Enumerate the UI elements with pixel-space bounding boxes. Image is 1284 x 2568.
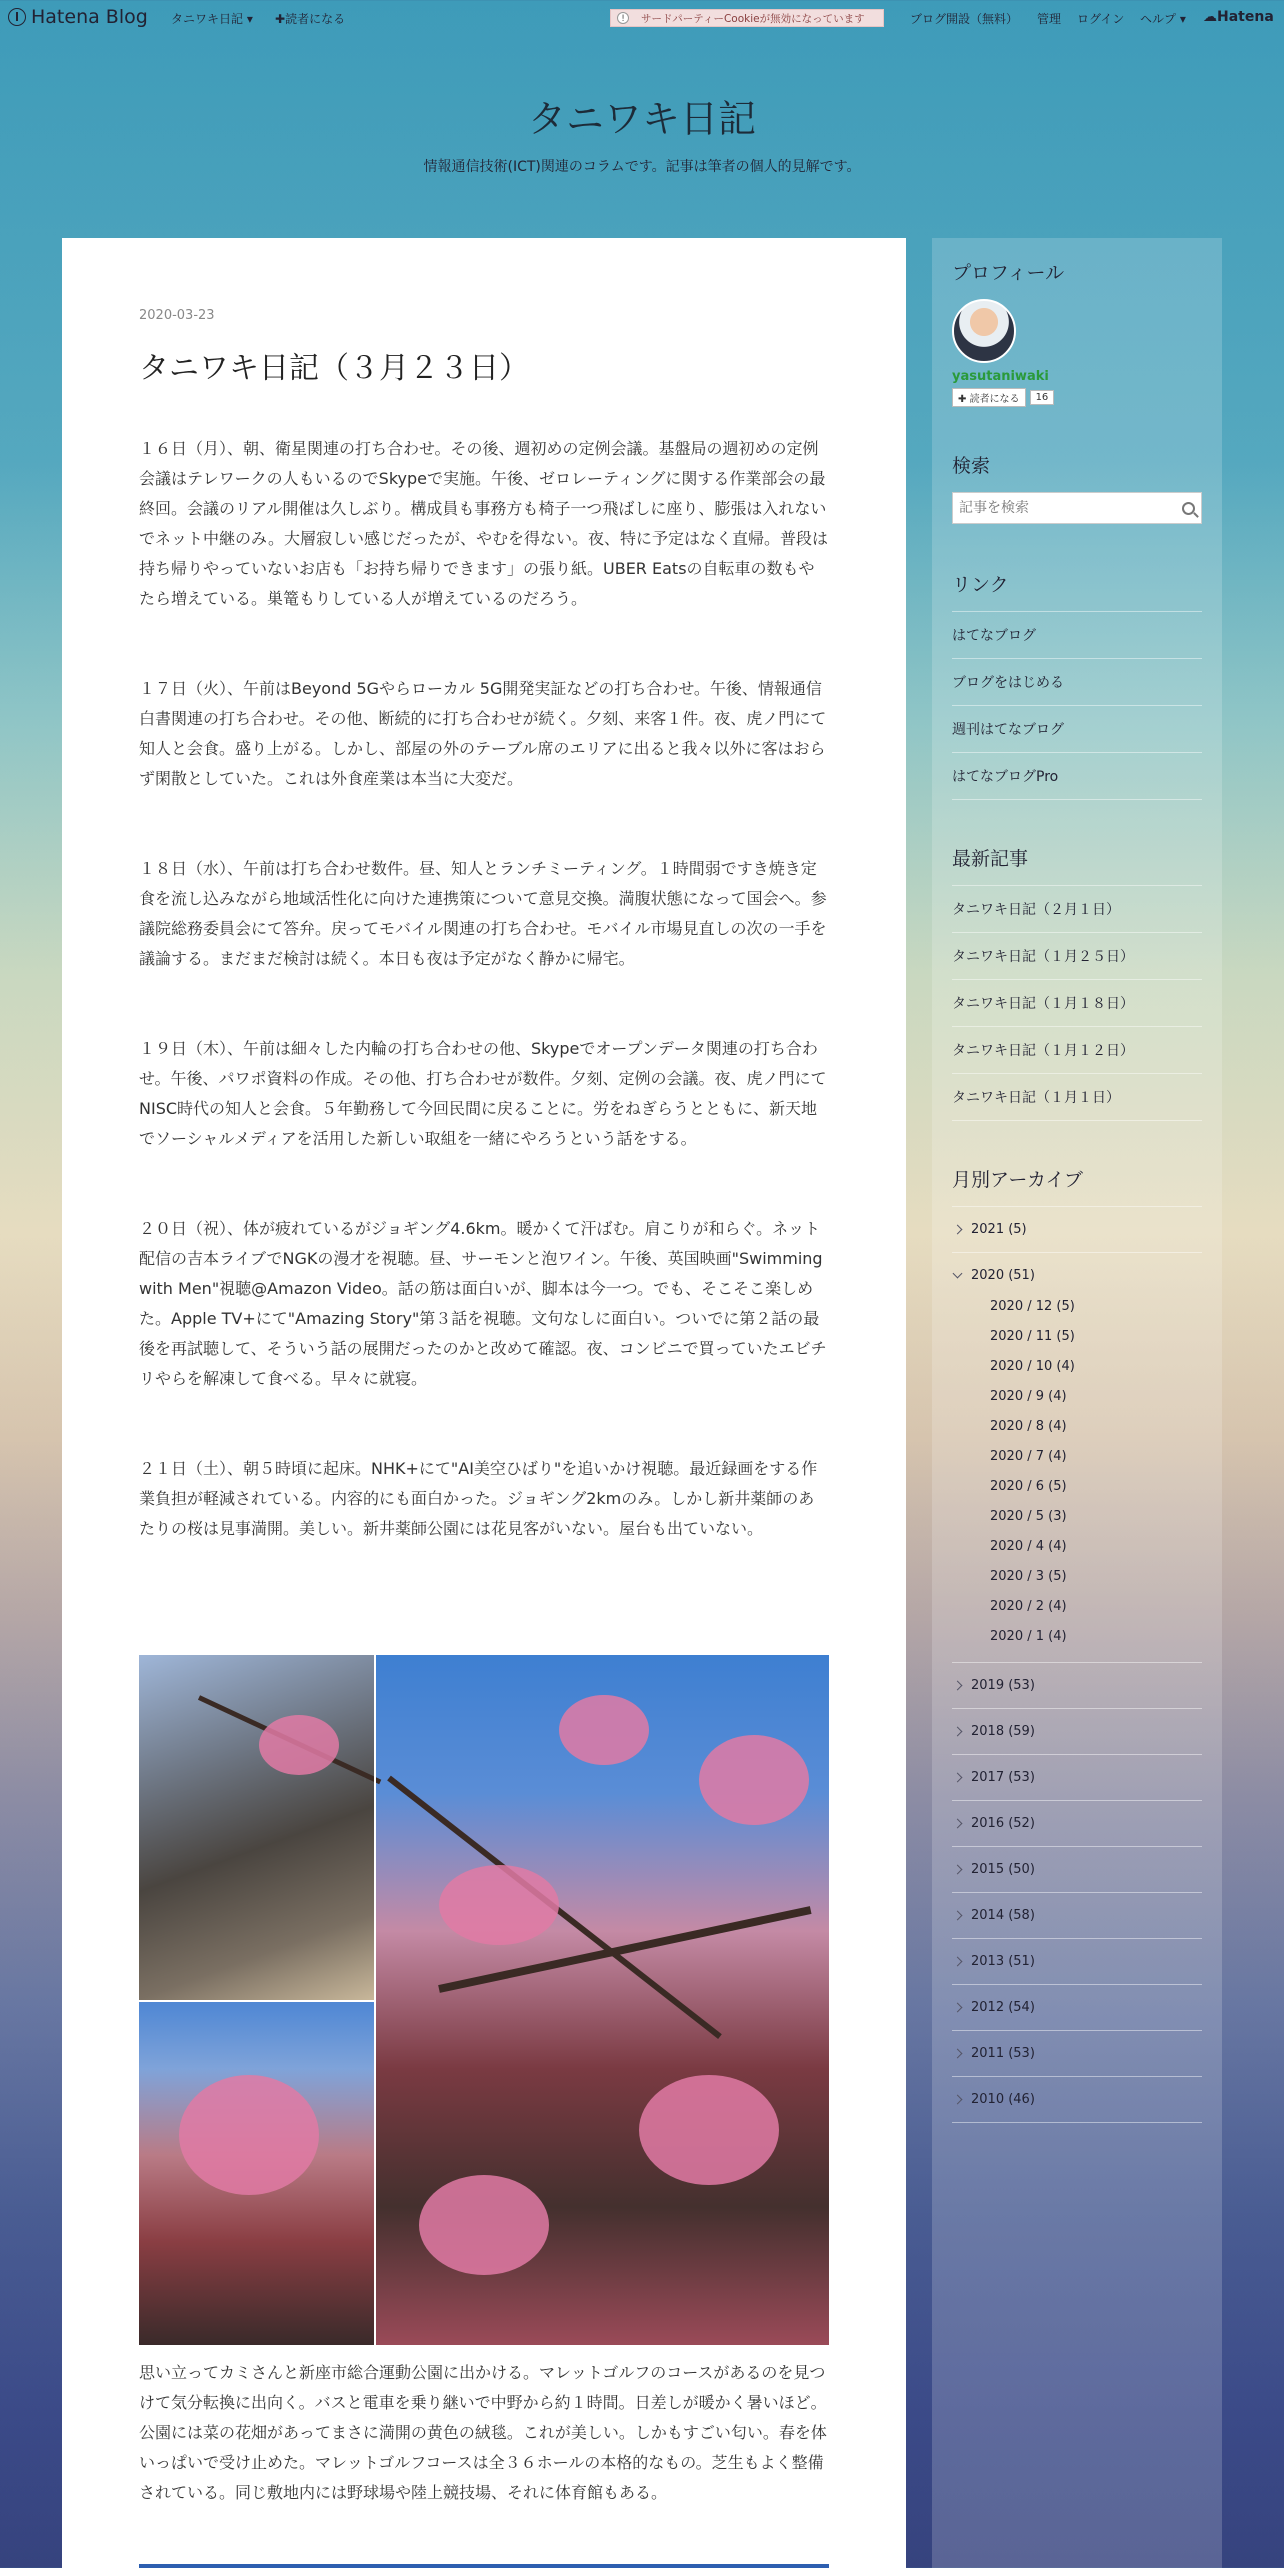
archive-year[interactable]: 2013 (51) <box>952 1938 1202 1984</box>
paragraph: １８日（水）、午前は打ち合わせ数件。昼、知人とランチミーティング。１時間弱ですき焼き定食を流し込みながら地域活性化に向けた連携策について意見交換。満腹状態になって国会へ。参議院総務委員会にて答弁。戻ってモバイル関連の打ち合わせ。モバイル市場見直しの次の一手を議論する。まだまだ検討は続く。本日も夜は予定がなく静かに帰宅。 <box>139 859 827 968</box>
help-menu[interactable]: ヘルプ ▾ <box>1140 12 1186 26</box>
search-heading: 検索 <box>952 455 991 477</box>
archive-month[interactable]: 2020 / 5 (3) <box>990 1509 1067 1524</box>
paragraph: ２１日（土）、朝５時頃に起床。NHK+にて"AI美空ひばり"を追いかけ視聴。最近録画をする作業負担が軽減されている。内容的にも面白かった。ジョギング2kmのみ。しかし新井薬師のあたりの桜は見事満開。美しい。新井薬師公園には花見客がいない。屋台も出ていない。 <box>139 1459 818 1538</box>
article <box>139 308 829 1544</box>
archive-months-2020 <box>990 1292 1202 1662</box>
recent-item[interactable]: タニワキ日記（１月１８日） <box>952 979 1202 1026</box>
archive-month[interactable]: 2020 / 10 (4) <box>990 1359 1075 1374</box>
link-item[interactable]: ブログをはじめる <box>952 658 1202 705</box>
blog-description: 情報通信技術(ICT)関連のコラムです。記事は筆者の個人的見解です。 <box>423 159 861 175</box>
hatena-logo-icon <box>8 8 26 26</box>
chevron-right-icon[interactable] <box>953 2049 963 2059</box>
recent-heading: 最新記事 <box>952 848 1029 870</box>
reader-count: 16 <box>1030 390 1055 405</box>
link-item[interactable]: はてなブログPro <box>952 752 1202 800</box>
chevron-right-icon[interactable] <box>953 2003 963 2013</box>
paragraph: ２０日（祝）、体が疲れているがジョギング4.6km。暖かくて汗ばむ。肩こりが和らぐ。ネット配信の吉本ライブでNGKの漫才を視聴。昼、サーモンと泡ワイン。午後、英国映画"Swimming with Men"視聴@Amazon Video。話の筋は面白いが、脚本は今一つ。でも、そこそこ楽しめた。Apple TV+にて"Amazing Story"第３話を視聴。文句なしに面白い。ついでに第２話の最後を再試聴して、そういう話の展開だったのかと改めて確認。夜、コンビニで買っていたエビチリやらを解凍して食べる。早々に就寝。 <box>139 1219 827 1388</box>
paragraph: １６日（月）、朝、衛星関連の打ち合わせ。その後、週初めの定例会議。基盤局の週初めの定例会議はテレワークの人もいるのでSkypeで実施。午後、ゼロレーティングに関する作業部会の最終回。会議のリアル開催は久しぶり。構成員も事務方も椅子一つ飛ばしに座り、膨張は入れないでネット中継のみ。大層寂しい感じだったが、やむを得ない。夜、特に予定はなく直帰。普段は持ち帰りやっていないお店も「お持ち帰りできます」の張り紙。UBER Eatsの自転車の数もやたら増えている。巣篭もりしている人が増えているのだろう。 <box>139 439 828 608</box>
link-item[interactable]: はてなブログ <box>952 611 1202 658</box>
main-content <box>62 238 906 2568</box>
archive-heading: 月別アーカイブ <box>952 1169 1083 1191</box>
hatena-blog-logo[interactable] <box>8 6 148 28</box>
article-continued <box>139 2358 829 2508</box>
cherry-blossom-photo[interactable] <box>139 1655 829 2345</box>
archive-year[interactable]: 2014 (58) <box>952 1892 1202 1938</box>
archive-year[interactable]: 2016 (52) <box>952 1800 1202 1846</box>
archive-year-2020[interactable]: 2020 (51) <box>952 1252 1202 1298</box>
archive-month[interactable]: 2020 / 7 (4) <box>990 1449 1067 1464</box>
links-list <box>952 611 1202 800</box>
next-photo[interactable] <box>139 2564 829 2568</box>
recent-item[interactable]: タニワキ日記（１月１２日） <box>952 1026 1202 1073</box>
archive-year-2021[interactable]: 2021 (5) <box>952 1206 1202 1252</box>
chevron-right-icon[interactable] <box>953 1225 963 1235</box>
entry-date[interactable]: 2020-03-23 <box>139 308 215 323</box>
subscribe-link[interactable]: ✚読者になる <box>275 12 346 26</box>
archive-year[interactable]: 2019 (53) <box>952 1662 1202 1708</box>
recent-item[interactable]: タニワキ日記（１月２５日） <box>952 932 1202 979</box>
chevron-right-icon[interactable] <box>953 1957 963 1967</box>
paragraph: 思い立ってカミさんと新座市総合運動公園に出かける。マレットゴルフのコースがあるのを見つけて気分転換に出向く。バスと電車を乗り継いで中野から約１時間。日差しが暖かく暑いほど。公園には菜の花畑があってまさに満開の黄色の絨毯。これが美しい。しかもすごい匂い。春を体いっぱいで受け止めた。マレットゴルフコースは全３６ホールの本格的なもの。芝生もよく整備されている。同じ敷地内には野球場や陸上競技場、それに体育館もある。 <box>139 2363 827 2502</box>
blog-menu[interactable]: タニワキ日記 ▾ <box>171 12 253 26</box>
search-input[interactable] <box>959 500 1182 516</box>
logo-text: Hatena Blog <box>31 6 148 28</box>
chevron-right-icon[interactable] <box>953 1681 963 1691</box>
paragraph: １９日（木）、午前は細々した内輪の打ち合わせの他、Skypeでオープンデータ関連の打ち合わせ。午後、パワポ資料の作成。その他、打ち合わせが数件。夕刻、定例の会議。夜、虎ノ門にてNISC時代の知人と会食。５年勤務して今回民間に戻ることに。労をねぎらうとともに、新天地でソーシャルメディアを活用した新しい取組を一緒にやろうという話をする。 <box>139 1039 827 1148</box>
global-header <box>0 0 1284 36</box>
avatar[interactable] <box>952 299 1016 363</box>
recent-list <box>952 885 1202 1121</box>
sidebar <box>932 238 1222 2568</box>
chevron-right-icon[interactable] <box>953 1911 963 1921</box>
chevron-right-icon[interactable] <box>953 2095 963 2105</box>
archive-month[interactable]: 2020 / 8 (4) <box>990 1419 1067 1434</box>
chevron-right-icon[interactable] <box>953 1727 963 1737</box>
hatena-link[interactable]: ☁Hatena <box>1203 9 1274 25</box>
chevron-right-icon[interactable] <box>953 1773 963 1783</box>
chevron-down-icon[interactable] <box>953 1269 963 1279</box>
archive-month[interactable]: 2020 / 3 (5) <box>990 1569 1067 1584</box>
archive-month[interactable]: 2020 / 9 (4) <box>990 1389 1067 1404</box>
links-heading: リンク <box>952 574 1009 596</box>
manage-link[interactable]: 管理 <box>1037 12 1062 26</box>
link-item[interactable]: 週刊はてなブログ <box>952 705 1202 752</box>
info-icon: ! <box>617 12 629 24</box>
login-link[interactable]: ログイン <box>1077 12 1125 26</box>
recent-item[interactable]: タニワキ日記（２月１日） <box>952 885 1202 932</box>
cookie-notice[interactable]: ! サードパーティーCookieが無効になっています <box>610 9 884 27</box>
recent-item[interactable]: タニワキ日記（１月１日） <box>952 1073 1202 1121</box>
entry-title[interactable]: タニワキ日記（３月２３日） <box>139 351 529 386</box>
archive-month[interactable]: 2020 / 6 (5) <box>990 1479 1067 1494</box>
archive-month[interactable]: 2020 / 4 (4) <box>990 1539 1067 1554</box>
paragraph: １７日（火）、午前はBeyond 5Gやらローカル 5G開発実証などの打ち合わせ。午後、情報通信白書関連の打ち合わせ。その他、断続的に打ち合わせが続く。夕刻、来客１件。夜、虎ノ門にて知人と会食。盛り上がる。しかし、部屋の外のテーブル席のエリアに出ると我々以外に客はおらず閑散としていた。これは外食産業は本当に大変だ。 <box>139 679 827 788</box>
archive-year[interactable]: 2012 (54) <box>952 1984 1202 2030</box>
photo-temple-gate <box>139 1655 374 2000</box>
archive-year[interactable]: 2018 (59) <box>952 1708 1202 1754</box>
username-link[interactable]: yasutaniwaki <box>952 369 1049 384</box>
archive-year[interactable]: 2015 (50) <box>952 1846 1202 1892</box>
archive-month[interactable]: 2020 / 12 (5) <box>990 1299 1075 1314</box>
open-blog-link[interactable]: ブログ開設（無料） <box>910 12 1019 26</box>
archive-year[interactable]: 2011 (53) <box>952 2030 1202 2076</box>
archive-month[interactable]: 2020 / 11 (5) <box>990 1329 1075 1344</box>
chevron-right-icon[interactable] <box>953 1819 963 1829</box>
archive-month[interactable]: 2020 / 2 (4) <box>990 1599 1067 1614</box>
subscribe-button[interactable]: ✚ 読者になる <box>952 388 1026 407</box>
search-field[interactable] <box>952 492 1202 524</box>
archive-year[interactable]: 2010 (46) <box>952 2076 1202 2123</box>
archive-month[interactable]: 2020 / 1 (4) <box>990 1629 1067 1644</box>
archive-year[interactable]: 2017 (53) <box>952 1754 1202 1800</box>
blog-title[interactable]: タニワキ日記 <box>527 97 756 141</box>
profile-heading: プロフィール <box>952 262 1065 284</box>
search-icon[interactable] <box>1182 502 1195 515</box>
chevron-right-icon[interactable] <box>953 1865 963 1875</box>
